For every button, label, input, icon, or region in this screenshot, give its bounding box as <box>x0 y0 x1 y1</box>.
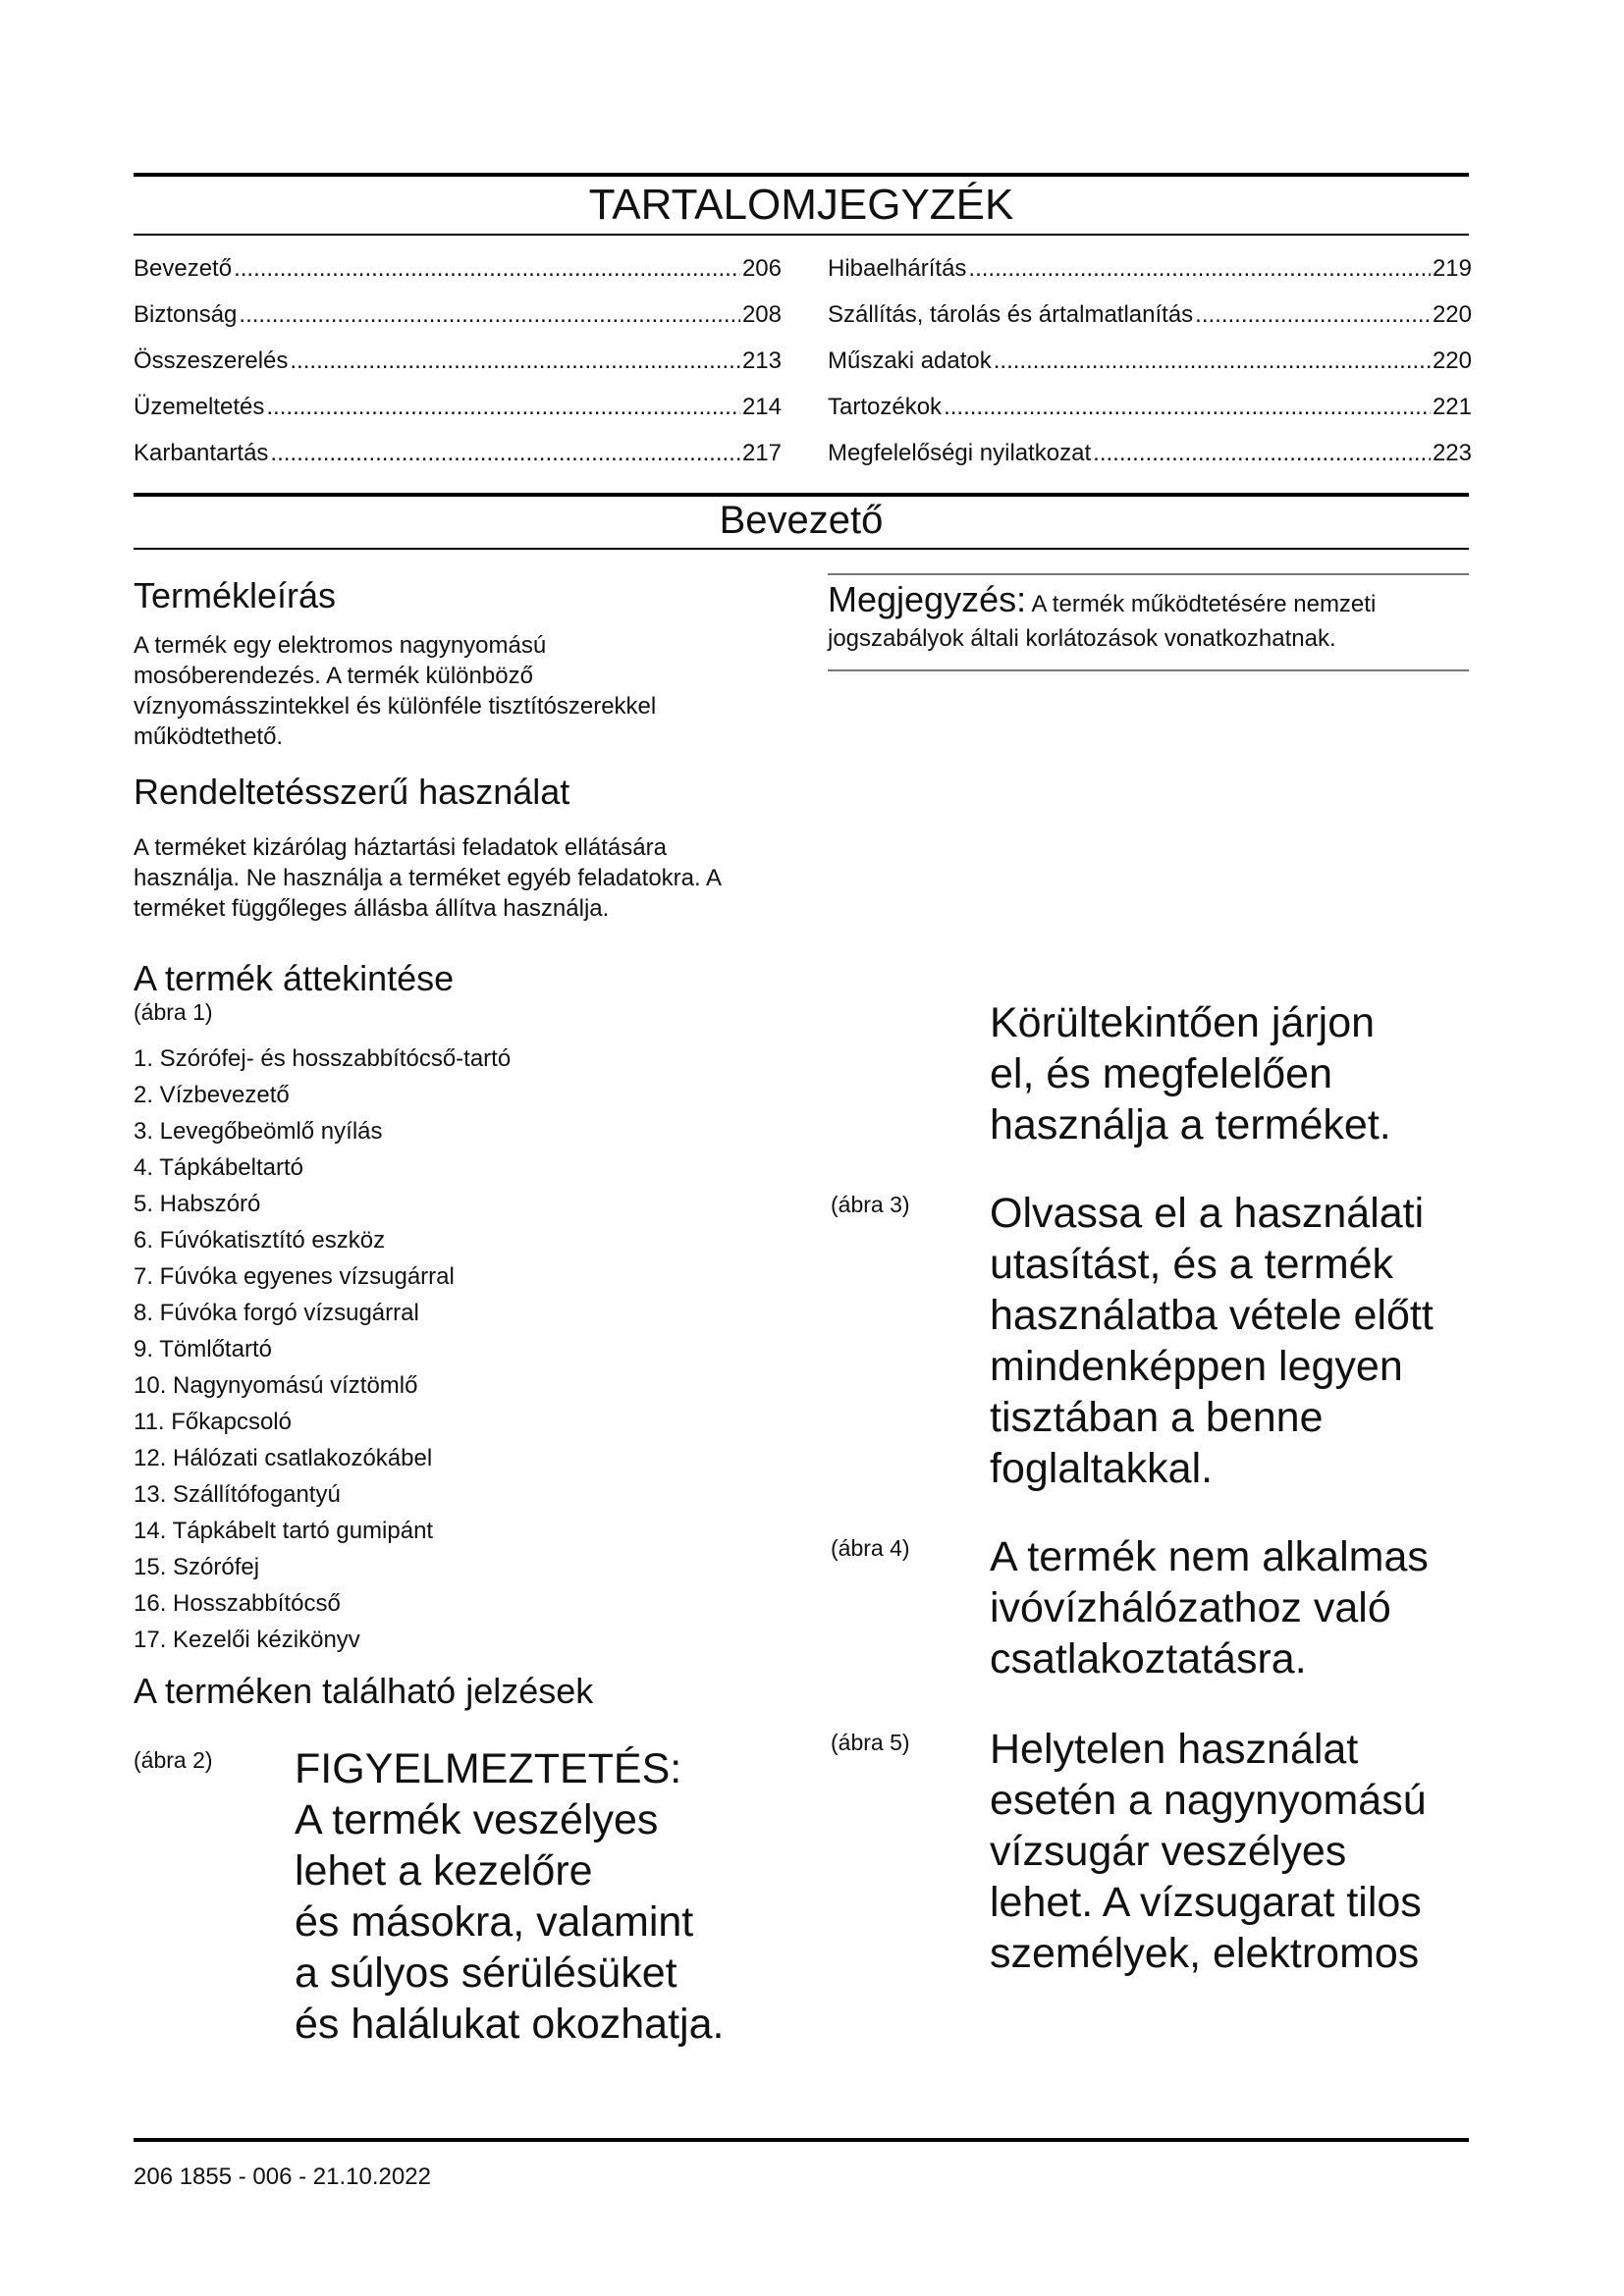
symbol-careful-use <box>990 997 1461 1150</box>
toc-entry[interactable] <box>828 430 1472 476</box>
list-item: 1. Szórófej- és hosszabbítócső-tartó <box>134 1045 512 1072</box>
symbol-text-line: lehet. A vízsugarat tilos <box>990 1879 1422 1926</box>
list-item: 17. Kezelői kézikönyv <box>134 1627 360 1653</box>
note-bottom-rule <box>828 669 1469 671</box>
symbol-read-manual <box>990 1188 1461 1494</box>
toc-entry-label: Üzemeltetés <box>134 394 265 420</box>
symbol-text-line: vízsugár veszélyes <box>990 1828 1347 1875</box>
symbol-text-line: Körültekintően járjon <box>990 999 1376 1046</box>
symbol-text-line: mindenképpen legyen <box>990 1343 1403 1390</box>
intended-use-heading: Rendeltetésszerű használat <box>134 772 570 812</box>
overview-figure-ref: (ábra 1) <box>134 999 213 1025</box>
section-top-rule <box>134 493 1469 497</box>
symbol-text-line: esetén a nagynyomású <box>990 1777 1427 1824</box>
toc-entry-label: Hibaelhárítás <box>828 255 967 282</box>
symbol-text-line: és halálukat okozhatja. <box>295 2001 725 2048</box>
list-item: 9. Tömlőtartó <box>134 1336 272 1362</box>
symbol-text-line: ivóvízhálózathoz való <box>990 1584 1391 1631</box>
list-item: 7. Fúvóka egyenes vízsugárral <box>134 1263 455 1290</box>
note-box <box>828 579 1469 657</box>
toc-leader-dots <box>1195 292 1431 338</box>
symbol-not-drinking-water <box>990 1531 1461 1684</box>
symbol-text-line: tisztában a benne <box>990 1394 1324 1441</box>
toc-entry-page: 219 <box>1432 255 1472 282</box>
symbol-text-line: el, és megfelelően <box>990 1050 1332 1097</box>
toc-entry-page: 206 <box>741 255 782 282</box>
symbol-text-line: utasítást, és a termék <box>990 1241 1394 1288</box>
toc-entry-page: 213 <box>741 347 782 374</box>
figure-4-ref: (ábra 4) <box>831 1535 910 1561</box>
note-label: Megjegyzés: <box>828 579 1027 619</box>
figure-2-ref: (ábra 2) <box>134 1747 213 1773</box>
toc-leader-dots <box>290 338 740 384</box>
toc-leader-dots <box>944 384 1431 430</box>
toc-leader-dots <box>234 245 740 292</box>
note-top-rule <box>828 573 1469 575</box>
symbol-water-jet-danger <box>990 1724 1461 1979</box>
figure-3-ref: (ábra 3) <box>831 1192 910 1217</box>
list-item: 12. Hálózati csatlakozókábel <box>134 1445 433 1471</box>
toc-entry-page: 214 <box>741 394 782 420</box>
product-description-heading: Termékleírás <box>134 575 337 615</box>
symbol-text-line: használja a terméket. <box>990 1101 1391 1148</box>
list-item: 8. Fúvóka forgó vízsugárral <box>134 1300 419 1326</box>
toc-entry-label: Biztonság <box>134 301 238 328</box>
footer-rule <box>134 2138 1469 2142</box>
toc-leader-dots <box>994 338 1431 384</box>
toc-bottom-rule <box>134 234 1469 236</box>
toc-top-rule <box>134 173 1469 177</box>
toc-entry[interactable] <box>828 245 1472 292</box>
symbol-text-line: Olvassa el a használati <box>990 1190 1425 1237</box>
toc-entry-label: Tartozékok <box>828 394 943 420</box>
toc-leader-dots <box>266 384 740 430</box>
toc-entry[interactable] <box>134 292 782 338</box>
toc-entry-page: 217 <box>741 440 782 466</box>
list-item: 14. Tápkábelt tartó gumipánt <box>134 1518 434 1544</box>
toc-entry-label: Szállítás, tárolás és ártalmatlanítás <box>828 301 1194 328</box>
figure-2-warning <box>295 1743 766 2050</box>
toc-entry-page: 223 <box>1432 440 1472 466</box>
toc-entry[interactable] <box>828 384 1472 430</box>
symbols-heading: A terméken található jelzések <box>134 1671 594 1711</box>
product-description-text: A termék egy elektromos nagynyomású mosóberendezés. A termék különböző víznyomásszintekkel és különféle tisztítószerekkel működtethető. <box>134 632 657 750</box>
symbol-text-line: használatba vétele előtt <box>990 1292 1434 1339</box>
toc-entry-page: 221 <box>1432 394 1472 420</box>
toc-entry-page: 208 <box>741 301 782 328</box>
symbol-text-line: lehet a kezelőre <box>295 1847 593 1895</box>
toc-entry-page: 220 <box>1432 347 1472 374</box>
toc-leader-dots <box>968 245 1431 292</box>
overview-heading: A termék áttekintése <box>134 958 455 998</box>
toc-entry[interactable] <box>828 292 1472 338</box>
list-item: 15. Szórófej <box>134 1554 260 1580</box>
list-item: 2. Vízbevezető <box>134 1082 290 1108</box>
figure-5-ref: (ábra 5) <box>831 1730 910 1755</box>
symbol-text-line: A termék nem alkalmas <box>990 1533 1429 1580</box>
toc-entry-label: Bevezető <box>134 255 233 282</box>
footer-text: 206 1855 - 006 - 21.10.2022 <box>134 2163 431 2190</box>
note-text-line1: A termék működtetésére nemzeti <box>1031 591 1377 617</box>
note-text-line2: jogszabályok általi korlátozások vonatkozhatnak. <box>828 625 1336 652</box>
symbol-text-line: csatlakoztatásra. <box>990 1635 1307 1682</box>
list-item: 10. Nagynyomású víztömlő <box>134 1372 418 1399</box>
list-item: 6. Fúvókatisztító eszköz <box>134 1227 386 1254</box>
list-item: 16. Hosszabbítócső <box>134 1590 341 1617</box>
section-title: Bevezető <box>719 499 884 542</box>
toc-leader-dots <box>270 430 740 476</box>
toc-leader-dots <box>1093 430 1431 476</box>
overview-list <box>134 1041 742 1658</box>
toc-entry-label: Összeszerelés <box>134 347 289 374</box>
toc-entry[interactable] <box>134 245 782 292</box>
intended-use-text: A terméket kizárólag háztartási feladatok ellátására használja. Ne használja a terméket egyéb feladatokra. A terméket függőleges állásba állítva használja. <box>134 834 721 922</box>
section-bottom-rule <box>134 548 1469 550</box>
list-item: 11. Főkapcsoló <box>134 1409 292 1435</box>
list-item: 3. Levegőbeömlő nyílás <box>134 1118 383 1145</box>
toc-entry[interactable] <box>134 430 782 476</box>
toc-entry[interactable] <box>134 384 782 430</box>
toc-entry[interactable] <box>828 338 1472 384</box>
symbol-text-line: a súlyos sérülésüket <box>295 1949 677 1997</box>
symbol-text-line: és másokra, valamint <box>295 1898 694 1946</box>
list-item: 13. Szállítófogantyú <box>134 1481 341 1508</box>
toc-entry-label: Megfelelőségi nyilatkozat <box>828 440 1092 466</box>
toc-right-column <box>828 245 1472 476</box>
toc-leader-dots <box>239 292 740 338</box>
toc-entry-label: Műszaki adatok <box>828 347 992 374</box>
toc-entry-page: 220 <box>1432 301 1472 328</box>
toc-title: TARTALOMJEGYZÉK <box>588 181 1014 229</box>
list-item: 5. Habszóró <box>134 1191 261 1217</box>
toc-entry-label: Karbantartás <box>134 440 269 466</box>
list-item: 4. Tápkábeltartó <box>134 1154 304 1181</box>
symbol-text-line: foglaltakkal. <box>990 1445 1214 1492</box>
toc-entry[interactable] <box>134 338 782 384</box>
toc-left-column <box>134 245 782 476</box>
symbol-text-line: Helytelen használat <box>990 1726 1359 1773</box>
symbol-text-line: személyek, elektromos <box>990 1930 1420 1977</box>
symbol-text-line: FIGYELMEZTETÉS: <box>295 1745 682 1792</box>
symbol-text-line: A termék veszélyes <box>295 1796 659 1843</box>
